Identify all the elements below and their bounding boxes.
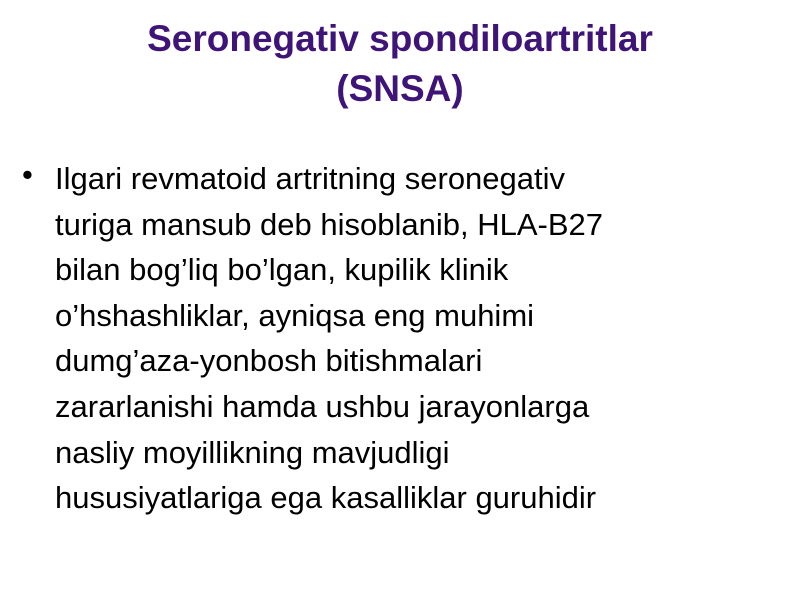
- bullet-text-line: Ilgari revmatoid artritning seronegativ: [55, 161, 566, 196]
- bullet-icon: •: [22, 157, 33, 192]
- bullet-text-line: dumg’aza-yonbosh bitishmalari: [55, 343, 483, 379]
- bullet-text-line: bilan bog’liq bo’lgan, kupilik klinik: [55, 252, 509, 288]
- bullet-text-line: o’hshashliklar, ayniqsa eng muhimi: [55, 297, 535, 333]
- title-line-2: (SNSA): [336, 68, 464, 109]
- bullet-text-line: nasliy moyillikning mavjudligi: [55, 434, 450, 470]
- slide-title: [60, 14, 740, 114]
- bullet-text: [55, 156, 760, 521]
- bullet-list: [20, 156, 760, 521]
- title-line-1: Seronegativ spondiloartritlar: [147, 18, 653, 59]
- bullet-item: [20, 156, 760, 521]
- bullet-text-line: zararlanishi hamda ushbu jarayonlarga: [55, 388, 590, 424]
- bullet-text-line: turiga mansub deb hisoblanib, HLA-B27: [55, 206, 604, 242]
- bullet-text-line: hususiyatlariga ega kasalliklar guruhidir: [55, 480, 597, 516]
